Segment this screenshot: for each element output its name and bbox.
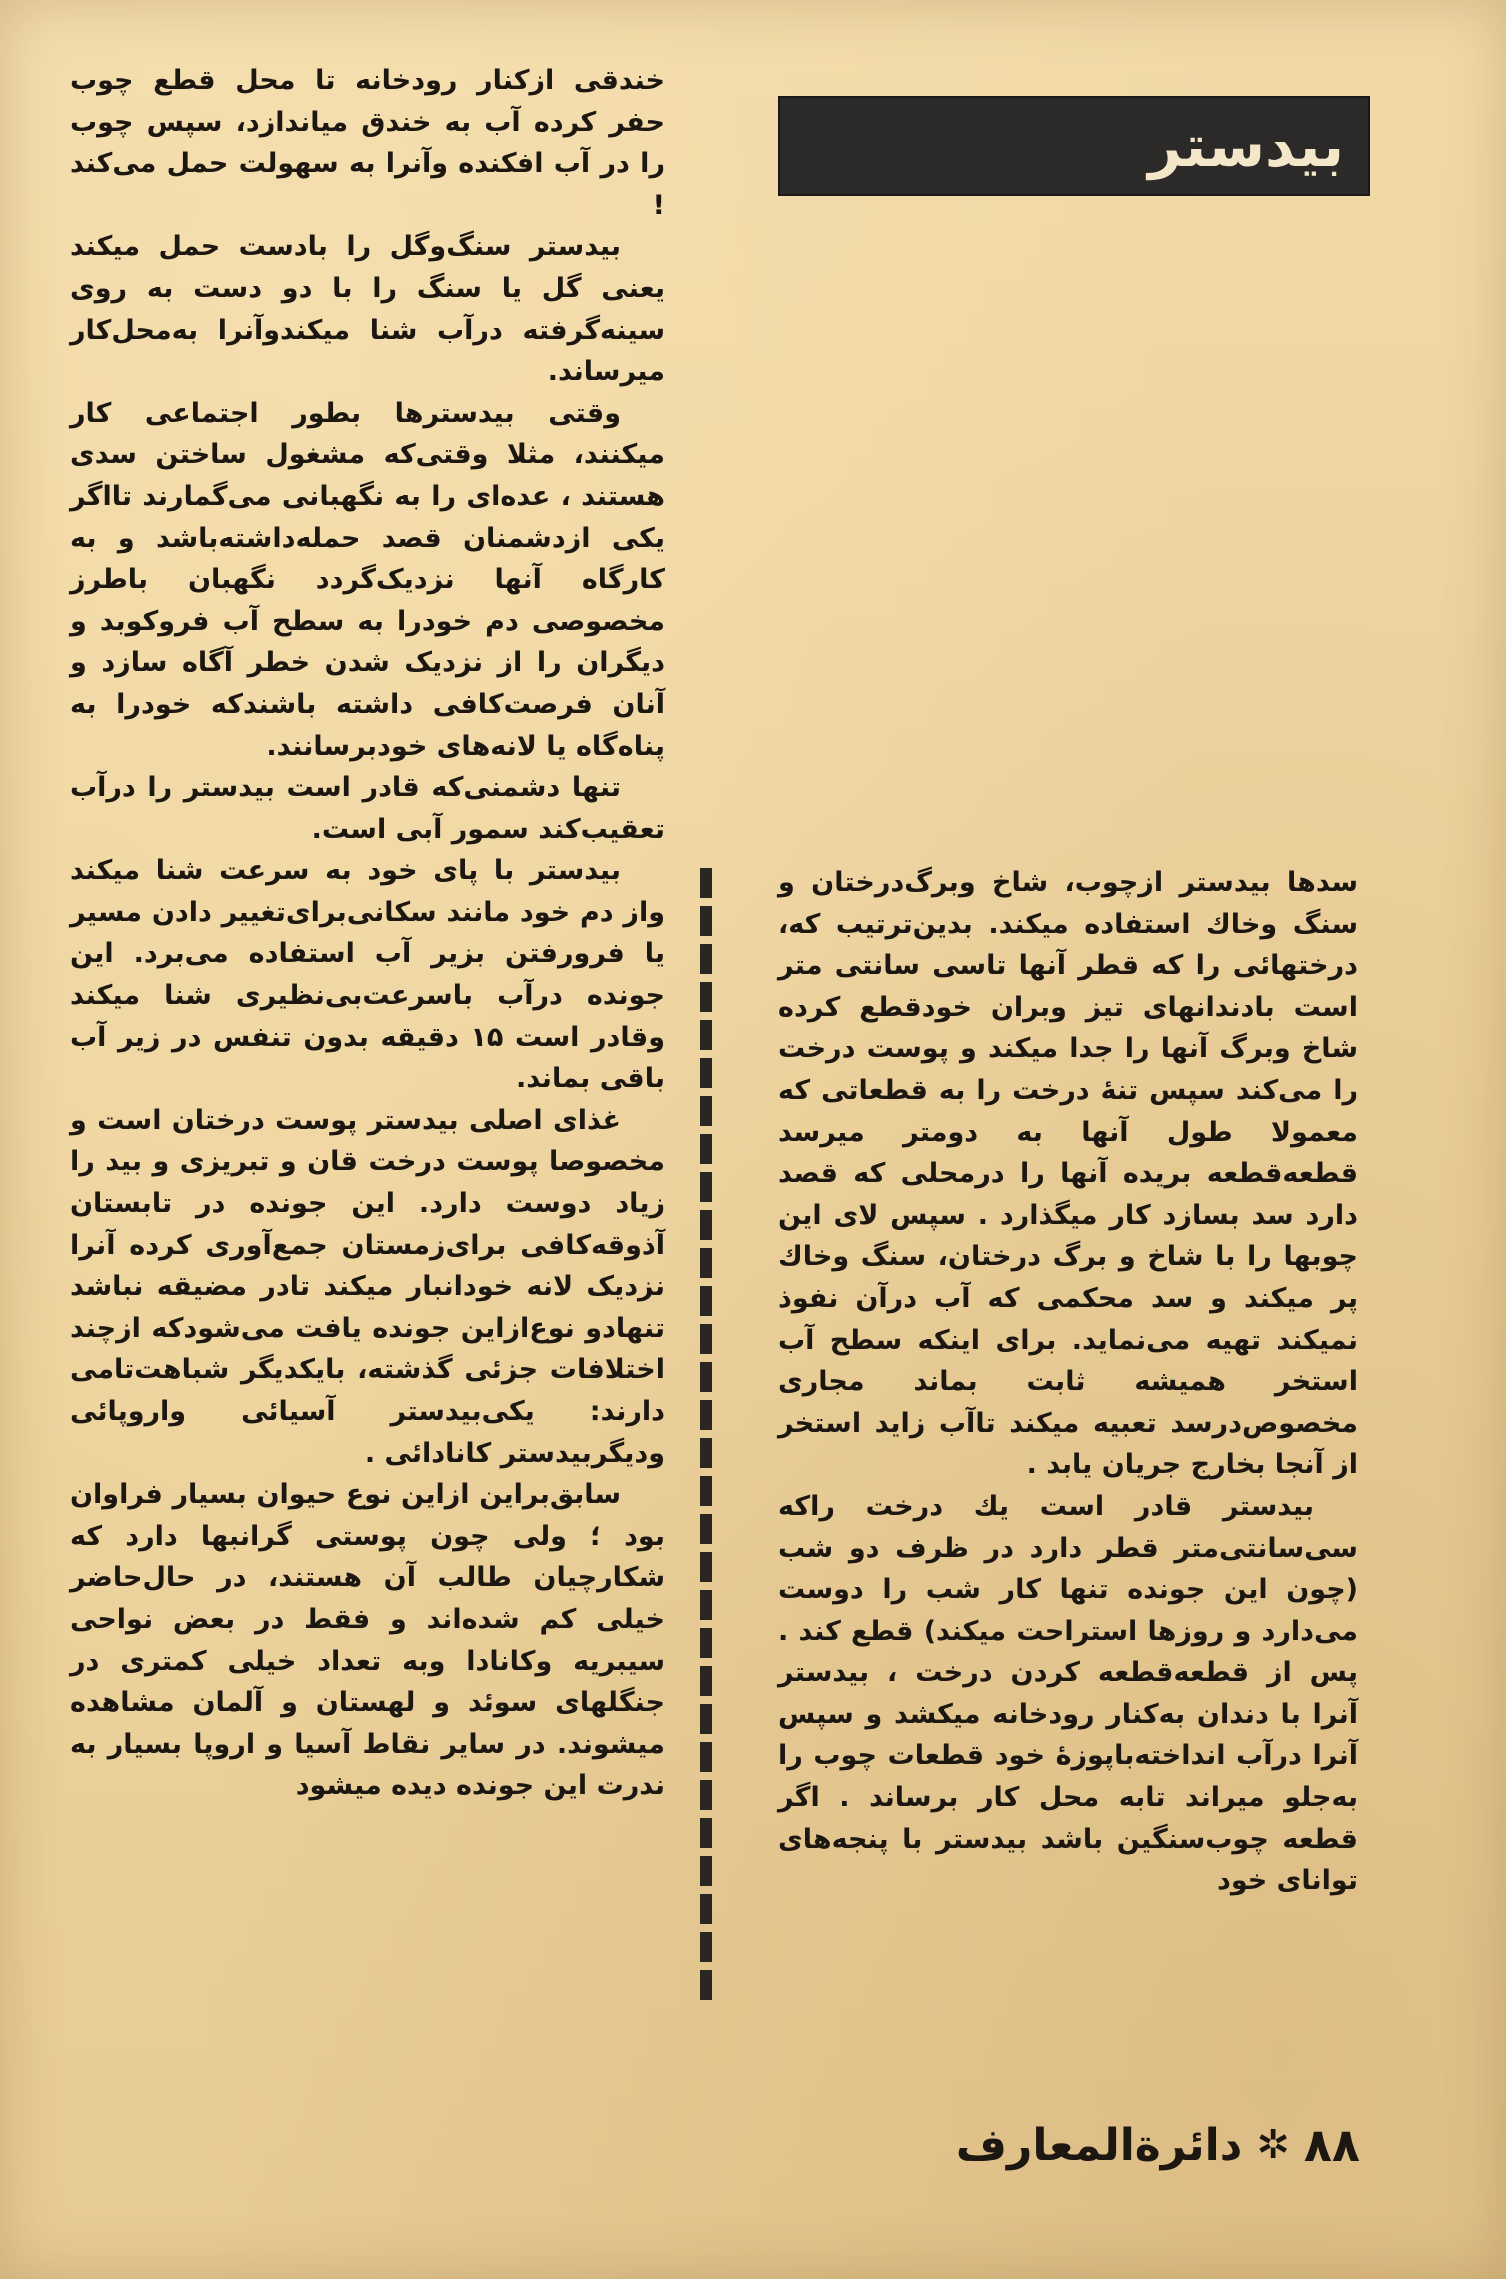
- page-footer: [955, 2105, 1360, 2185]
- paragraph: بیدستر سنگ‌وگل را بادست حمل میکند یعنی گل یا سنگ را با دو دست به روی سینه‌گرفته درآب شنا میکندوآنرا به‌محل‌کار میرساند.: [70, 231, 665, 388]
- paragraph: سدها بیدستر ازچوب، شاخ وبرگ‌درختان و سنگ وخاك استفاده میکند. بدین‌ترتیب که، درختهائی را که قطر آنها تاسی سانتی متر است بادندانهای تیز وبران خودقطع کرده شاخ وبرگ آنها را جدا میکند و پوست درخت را می‌کند سپس تنهٔ درخت را به قطعاتی که معمولا طول آنها به دومتر میرسد قطعه‌قطعه بریده آنها را درمحلی که قصد دارد سد بسازد کار میگذارد . سپس لای این چوبها را با شاخ و برگ درختان، سنگ وخاك پر میکند و سد محکمی که آب درآن نفوذ نمیکند تهیه می‌نماید. برای اینکه سطح آب استخر همیشه ثابت بماند مجاری مخصوص‌درسد تعبیه میکند تاآب زاید استخر از آنجا بخارج جریان یابد .: [778, 867, 1358, 1481]
- right-text-column: [778, 862, 1358, 1902]
- paragraph: بیدستر با پای خود به سرعت شنا میکند واز دم خود مانند سکانی‌برای‌تغییر دادن مسیر یا فرورفتن بزیر آب استفاده می‌برد. این جونده درآب باسرعت‌بی‌نظیری شنا میکند وقادر است ۱۵ دقیقه بدون تنفس در زیر آب باقی بماند.: [70, 855, 665, 1095]
- article-title: بیدستر: [1148, 112, 1344, 180]
- paragraph: بیدستر قادر است یك درخت راکه سی‌سانتی‌متر قطر دارد در ظرف دو شب (چون این جونده تنها کار شب را دوست می‌دارد و روزها استراحت میکند) قطع کند . پس از قطعه‌قطعه کردن درخت ، بیدستر آنرا با دندان به‌کنار رودخانه میکشد و سپس آنرا درآب انداخته‌باپوزهٔ خود قطعات چوب را به‌جلو میراند تابه محل کار برساند . اگر قطعه چوب‌سنگین باشد بیدستر با پنجه‌های توانای خود: [778, 1490, 1358, 1897]
- left-text-column: [70, 60, 665, 1807]
- publication-title: دائرة‌المعارف: [955, 2119, 1243, 2171]
- page-number: ۸۸: [1303, 2118, 1360, 2172]
- paragraph: غذای اصلی بیدستر پوست درختان است و مخصوصا پوست درخت قان و تبریزی و بید را زیاد دوست دارد. این جونده در تابستان آذوقه‌کافی برای‌زمستان جمع‌آوری کرده آنرا نزدیک لانه خودانبار میکند تادر مضیقه نباشد تنهادو نوع‌ازاین جونده یافت می‌شودکه ازچند اختلافات جزئی گذشته، بایکدیگر شباهت‌تامی دارند: یکی‌بیدستر آسیائی واروپائی ودیگربیدستر کانادائی .: [70, 1104, 665, 1469]
- paragraph: تنها دشمنی‌که قادر است بیدستر را درآب تعقیب‌کند سمور آبی است.: [70, 772, 665, 845]
- star-icon: ✲: [1256, 2122, 1290, 2168]
- column-divider: [700, 868, 712, 2000]
- paragraph: وقتی بیدسترها بطور اجتماعی کار میکنند، مثلا وقتی‌که مشغول ساختن سدی هستند ، عده‌ای را به نگهبانی می‌گمارند تااگر یکی ازدشمنان قصد حمله‌داشته‌باشد و به کارگاه آنها نزدیک‌گردد نگهبان باطرز مخصوصی دم خودرا به سطح آب فروکوبد و دیگران را از نزدیک شدن خطر آگاه سازد و آنان فرصت‌کافی داشته باشندکه خودرا به پناه‌گاه یا لانه‌های خودبرسانند.: [70, 397, 665, 762]
- paragraph: سابق‌براین ازاین نوع حیوان بسیار فراوان بود ؛ ولی چون پوستی گرانبها دارد که شکارچیان طالب آن هستند، در حال‌حاضر خیلی کم شده‌اند و فقط در بعض نواحی سیبریه وکانادا وبه تعداد خیلی کمتری در جنگلهای سوئد و لهستان و آلمان مشاهده میشوند. در سایر نقاط آسیا و اروپا بسیار به ندرت این جونده دیده میشود: [70, 1479, 665, 1802]
- article-title-banner: [778, 96, 1370, 196]
- paragraph: خندقی ازکنار رودخانه تا محل قطع چوب حفر کرده آب به خندق میاندازد، سپس چوب را در آب افکنده وآنرا به سهولت حمل می‌کند !: [70, 65, 665, 221]
